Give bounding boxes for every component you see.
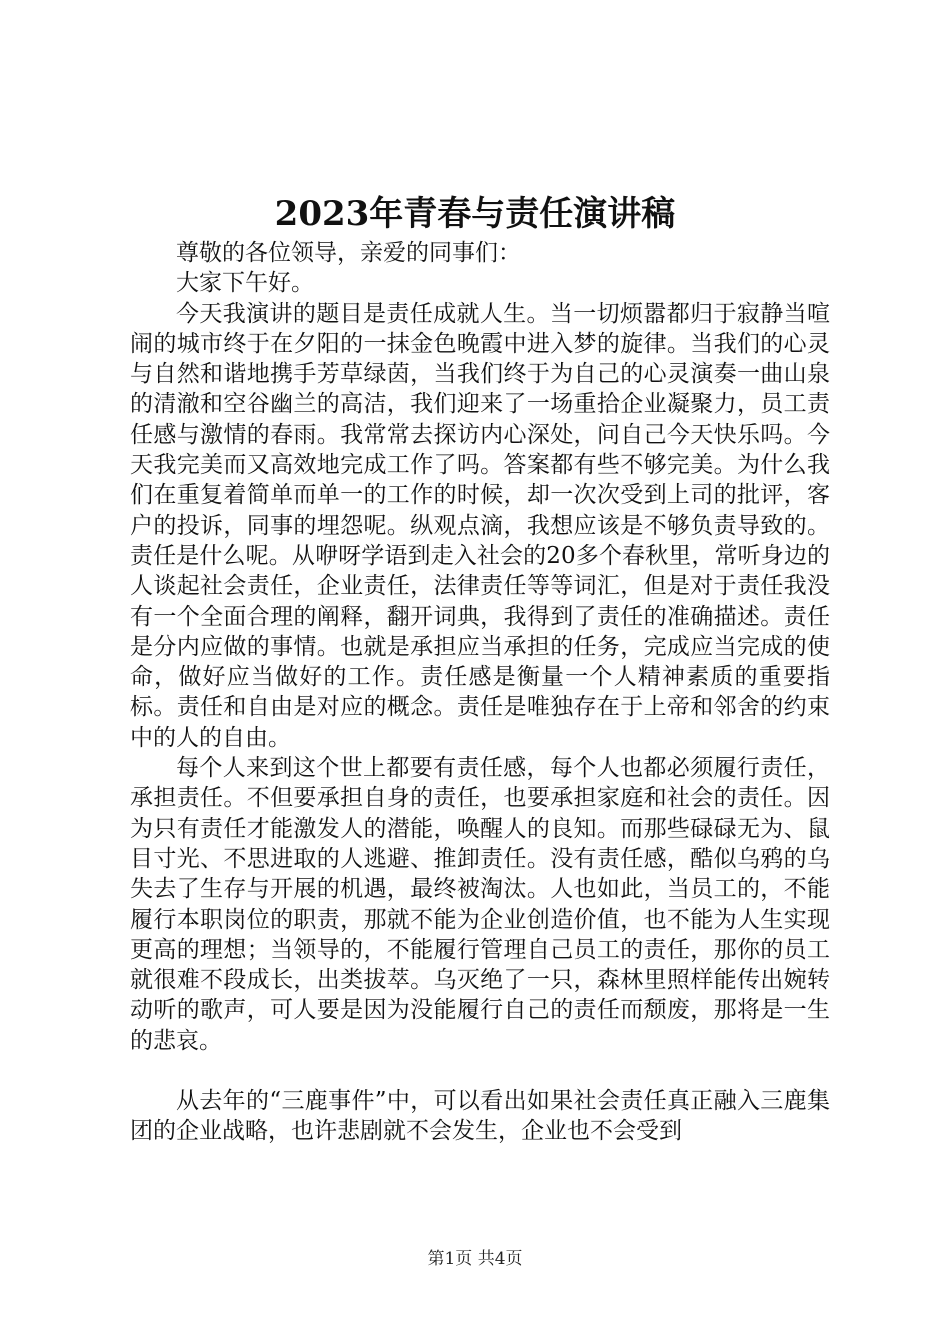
body-paragraph: 从去年的“三鹿事件”中，可以看出如果社会责任真正融入三鹿集团的企业战略，也许悲剧就不会发生，企业也不会受到	[130, 1088, 830, 1145]
body-paragraph: 每个人来到这个世上都要有责任感，每个人也都必须履行责任，承担责任。不但要承担自身的责任，也要承担家庭和社会的责任。因为只有责任才能激发人的潜能，唤醒人的良知。而那些碌碌无为、鼠目寸光、不思进取的人逃避、推卸责任。没有责任感，酷似乌鸦的乌失去了生存与开展的机遇，最终被淘汰。人也如此，当员工的，不能履行本职岗位的职责，那就不能为企业创造价值，也不能为人生实现更高的理想；当领导的，不能履行管理自己员工的责任，那你的员工就很难不段成长，出类拔萃。乌灭绝了一只，森林里照样能传出婉转动听的歌声，可人要是因为没能履行自己的责任而颓废，那将是一生的悲哀。	[130, 755, 830, 1054]
page-number-footer: 第1页 共4页	[427, 1249, 523, 1269]
salutation: 尊敬的各位领导，亲爱的同事们：	[176, 240, 521, 266]
greeting: 大家下午好。	[176, 270, 314, 297]
document-title: 2023年青春与责任演讲稿	[274, 194, 676, 234]
body-paragraph: 今天我演讲的题目是责任成就人生。当一切烦嚣都归于寂静当喧闹的城市终于在夕阳的一抹金色晚霞中进入梦的旋律。当我们的心灵与自然和谐地携手芳草绿茵，当我们终于为自己的心灵演奏一曲山泉的清澈和空谷幽兰的高洁，我们迎来了一场重拾企业凝聚力，员工责任感与激情的春雨。我常常去探访内心深处，问自己今天快乐吗。今天我完美而又高效地完成工作了吗。答案都有些不够完美。为什么我们在重复着简单而单一的工作的时候，却一次次受到上司的批评，客户的投诉，同事的埋怨呢。纵观点滴，我想应该是不够负责导致的。责任是什么呢。从咿呀学语到走入社会的20多个春秋里，常听身边的人谈起社会责任，企业责任，法律责任等等词汇，但是对于责任我没有一个全面合理的阐释，翻开词典，我得到了责任的准确描述。责任是分内应做的事情。也就是承担应当承担的任务，完成应当完成的使命，做好应当做好的工作。责任感是衡量一个人精神素质的重要指标。责任和自由是对应的概念。责任是唯独存在于上帝和邻舍的约束中的人的自由。	[130, 300, 830, 751]
document-body	[130, 238, 830, 1147]
